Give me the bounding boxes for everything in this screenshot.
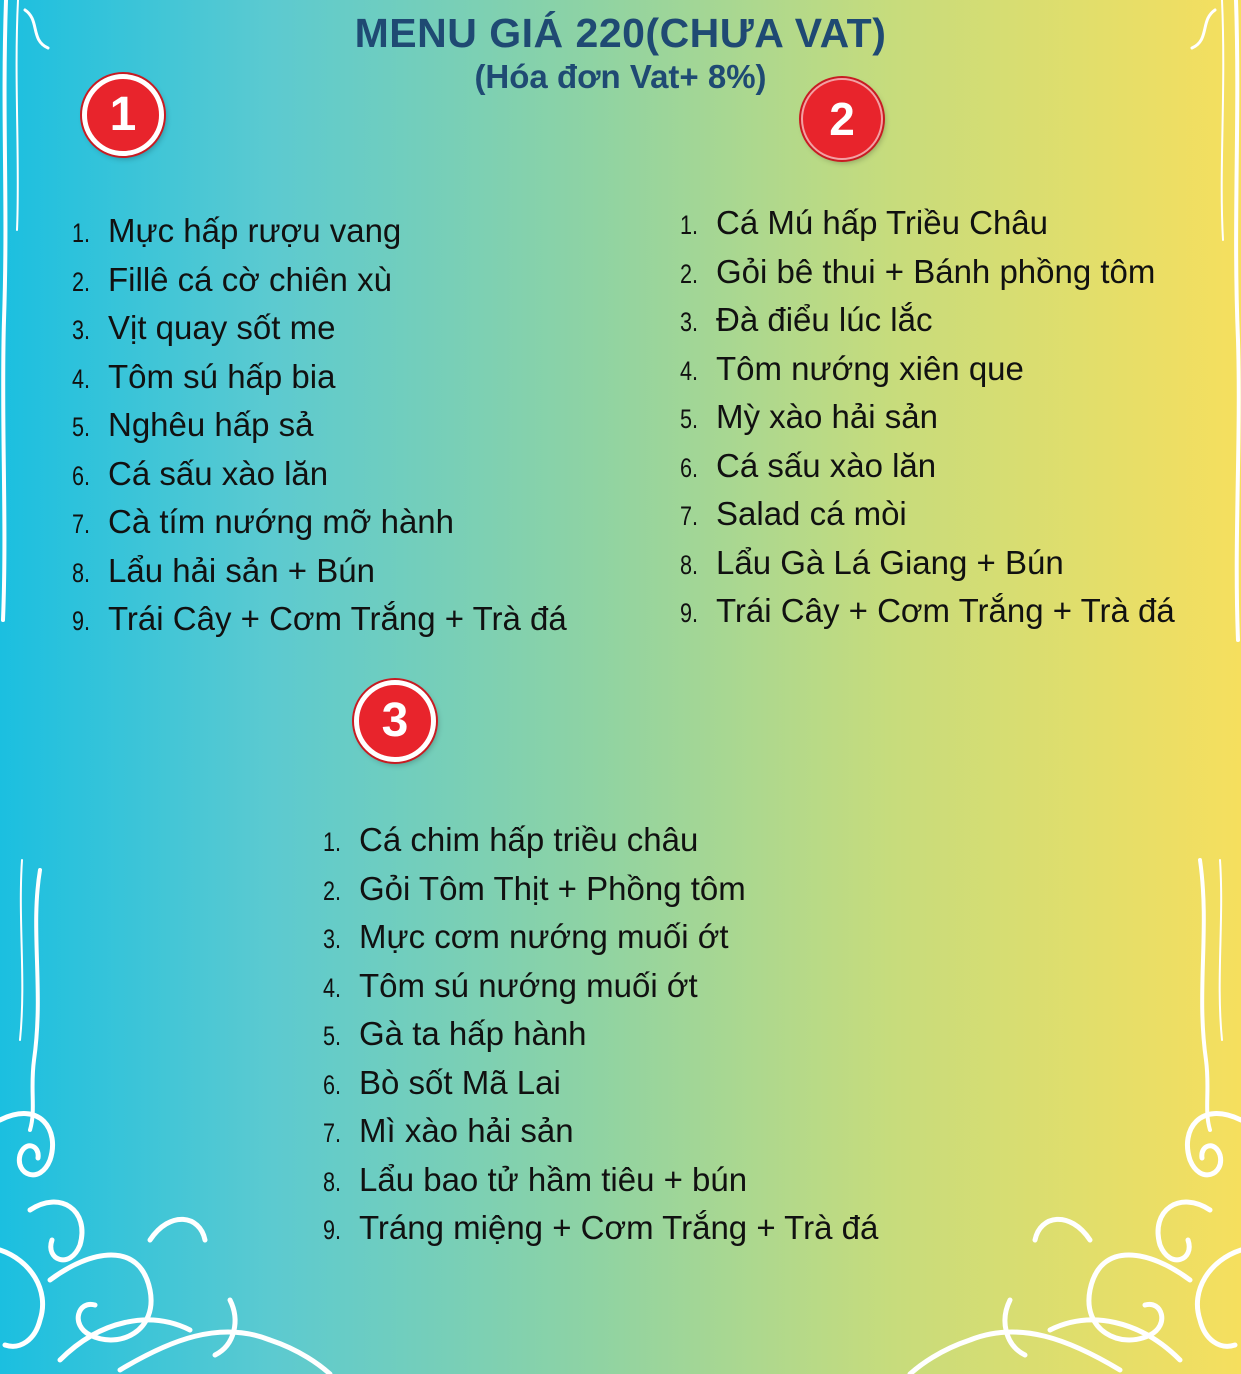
menu-3-badge: 3 <box>354 680 436 762</box>
list-item: 7. Mì xào hải sản <box>323 1112 574 1149</box>
list-item: 7. Cà tím nướng mỡ hành <box>72 503 455 540</box>
list-item: 1. Cá Mú hấp Triều Châu <box>680 204 1049 241</box>
list-item: 8. Lẩu bao tử hầm tiêu + bún <box>323 1160 748 1198</box>
list-item: 6. Cá sấu xào lăn <box>72 454 329 492</box>
list-item: 2. Gỏi Tôm Thịt + Phồng tôm <box>323 869 746 907</box>
menu-2-badge: 2 <box>801 78 883 160</box>
list-item: 6. Bò sốt Mã Lai <box>323 1063 561 1101</box>
menu-title: MENU GIÁ 220(CHƯA VAT) <box>354 10 887 56</box>
menu-1-list <box>72 207 567 644</box>
list-item: 9. Trái Cây + Cơm Trắng + Trà đá <box>680 592 1175 629</box>
list-item: 5. Nghêu hấp sả <box>72 406 314 443</box>
list-item: 4. Tôm nướng xiên que <box>680 349 1024 387</box>
menu-2-list <box>680 199 1175 636</box>
list-item: 3. Vịt quay sốt me <box>72 309 336 346</box>
list-item: 1. Mực hấp rượu vang <box>72 212 402 249</box>
list-item: 8. Lẩu Gà Lá Giang + Bún <box>680 543 1064 581</box>
list-item: 3. Đà điểu lúc lắc <box>680 301 933 338</box>
list-item: 2. Gỏi bê thui + Bánh phồng tôm <box>680 252 1156 290</box>
list-item: 5. Gà ta hấp hành <box>323 1015 587 1052</box>
menu-1-badge: 1 <box>82 74 164 156</box>
list-item: 3. Mực cơm nướng muối ớt <box>323 918 729 955</box>
list-item: 2. Fillê cá cờ chiên xù <box>72 260 392 298</box>
list-item: 9. Tráng miệng + Cơm Trắng + Trà đá <box>323 1209 879 1246</box>
list-item: 1. Cá chim hấp triều châu <box>323 821 699 858</box>
vat-note: (Hóa đơn Vat+ 8%) <box>474 58 767 95</box>
list-item: 7. Salad cá mòi <box>680 495 907 532</box>
list-item: 8. Lẩu hải sản + Bún <box>72 551 375 589</box>
list-item: 4. Tôm sú nướng muối ớt <box>323 966 698 1004</box>
list-item: 4. Tôm sú hấp bia <box>72 357 336 395</box>
list-item: 5. Mỳ xào hải sản <box>680 398 938 435</box>
menu-3-list <box>323 816 878 1253</box>
list-item: 6. Cá sấu xào lăn <box>680 446 937 484</box>
list-item: 9. Trái Cây + Cơm Trắng + Trà đá <box>72 600 567 637</box>
